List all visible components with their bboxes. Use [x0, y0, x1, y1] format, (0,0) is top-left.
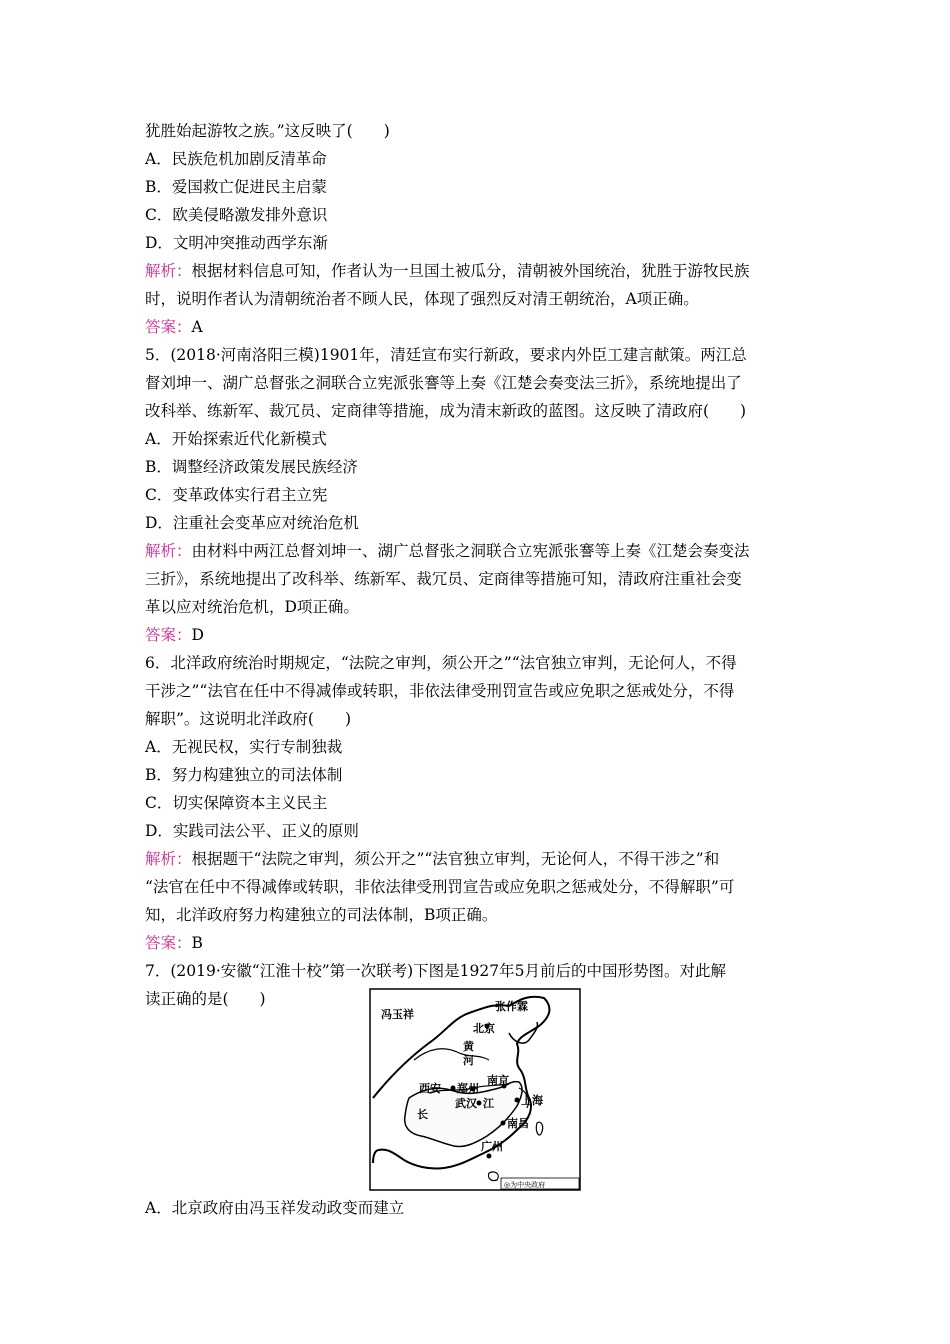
map-legend: ◎为中央政府 — [504, 1181, 546, 1189]
map-label-xian: 西安 — [419, 1082, 441, 1095]
q5-analysis-text-1: 由材料中两江总督刘坤一、湖广总督张之洞联合立宪派张謇等上奏《江楚会奏变法 — [191, 542, 750, 560]
q6-stem-line-2: 干涉之”“法官在任中不得减俸或转职，非依法律受刑罚宣告或应免职之惩戒处分，不得 — [145, 682, 735, 700]
q4-option-b: B．爱国救亡促进民主启蒙 — [145, 178, 327, 196]
q5-answer-value: D — [191, 626, 204, 644]
q5-analysis-label: 解析： — [145, 542, 192, 560]
q6-analysis-label: 解析： — [145, 850, 192, 868]
q6-analysis-text-1: 根据题干“法院之审判，须公开之”“法官独立审判，无论何人，不得干涉之”和 — [191, 850, 720, 868]
map-label-shanghai: 上海 — [521, 1094, 543, 1107]
q4-analysis-line-2: 时，说明作者认为清朝统治者不顾人民，体现了强烈反对清王朝统治，A项正确。 — [145, 290, 699, 308]
china-situation-map — [369, 988, 581, 1191]
q5-analysis-line-2: 三折》，系统地提出了改科举、练新军、裁冗员、定商律等措施可知，清政府注重社会变 — [145, 570, 742, 588]
q5-stem-line-1: 5．(2018·河南洛阳三模)1901年，清廷宣布实行新政，要求内外臣工建言献策。两江总 — [145, 346, 747, 364]
q5-analysis-line-3: 革以应对统治危机，D项正确。 — [145, 598, 359, 616]
q4-analysis-line-1 — [145, 257, 750, 285]
q6-option-d: D．实践司法公平、正义的原则 — [145, 822, 359, 840]
q5-answer-label: 答案： — [145, 626, 192, 644]
map-label-feng: 冯玉祥 — [381, 1008, 414, 1021]
q4-answer-value: A — [191, 318, 203, 336]
q6-answer — [145, 929, 203, 957]
q4-analysis-text-1: 根据材料信息可知，作者认为一旦国土被瓜分，清朝被外国统治，犹胜于游牧民族 — [191, 262, 750, 280]
q7-option-a: A．北京政府由冯玉祥发动政变而建立 — [145, 1199, 405, 1217]
q6-stem-line-1: 6．北洋政府统治时期规定，“法院之审判，须公开之”“法官独立审判，无论何人，不得 — [145, 654, 737, 672]
map-label-chang: 长 — [417, 1108, 428, 1121]
q4-option-d: D．文明冲突推动西学东渐 — [145, 234, 328, 252]
q5-option-d: D．注重社会变革应对统治危机 — [145, 514, 359, 532]
map-label-zhengzhou: 郑州 — [457, 1082, 479, 1095]
q4-stem-tail: 犹胜始起游牧之族。”这反映了( ) — [145, 122, 390, 140]
map-label-nanchang: 南昌 — [507, 1117, 529, 1130]
q5-option-c: C．变革政体实行君主立宪 — [145, 486, 328, 504]
map-label-huang: 黄 — [463, 1040, 474, 1053]
q5-stem-line-3: 改科举、练新军、裁冗员、定商律等措施，成为清末新政的蓝图。这反映了清政府( ) — [145, 402, 747, 420]
map-label-beijing: 北京 — [473, 1022, 495, 1035]
map-label-he: 河 — [463, 1054, 474, 1067]
q6-analysis-line-3: 知，北洋政府努力构建独立的司法体制，B项正确。 — [145, 906, 498, 924]
map-label-nanjing: 南京 — [487, 1074, 509, 1087]
q6-analysis-line-1 — [145, 845, 719, 873]
q6-answer-value: B — [191, 934, 203, 952]
q5-analysis-line-1 — [145, 537, 750, 565]
q4-answer-label: 答案： — [145, 318, 192, 336]
q7-stem-line-1: 7．(2019·安徽“江淮十校”第一次联考)下图是1927年5月前后的中国形势图。对此解 — [145, 962, 726, 980]
q6-stem-line-3: 解职”。这说明北洋政府( ) — [145, 710, 352, 728]
q5-stem-line-2: 督刘坤一、湖广总督张之洞联合立宪派张謇等上奏《江楚会奏变法三折》，系统地提出了 — [145, 374, 742, 392]
q7-stem-line-2: 读正确的是( ) — [145, 990, 266, 1008]
q4-option-a: A．民族危机加剧反清革命 — [145, 150, 327, 168]
q6-option-a: A．无视民权，实行专制独裁 — [145, 738, 343, 756]
q5-option-b: B．调整经济政策发展民族经济 — [145, 458, 358, 476]
q4-answer — [145, 313, 203, 341]
map-label-jiang: 江 — [483, 1097, 494, 1110]
q6-option-c: C．切实保障资本主义民主 — [145, 794, 328, 812]
q6-analysis-line-2: “法官在任中不得减俸或转职，非依法律受刑罚宣告或应免职之惩戒处分，不得解职”可 — [145, 878, 735, 896]
map-label-wuhan: 武汉 — [455, 1097, 477, 1110]
map-label-zhang: 张作霖 — [495, 1000, 528, 1013]
q5-answer — [145, 621, 204, 649]
map-label-guangzhou: 广州 — [481, 1140, 503, 1153]
q6-answer-label: 答案： — [145, 934, 192, 952]
q4-analysis-label: 解析： — [145, 262, 192, 280]
q6-option-b: B．努力构建独立的司法体制 — [145, 766, 343, 784]
q5-option-a: A．开始探索近代化新模式 — [145, 430, 327, 448]
q4-option-c: C．欧美侵略激发排外意识 — [145, 206, 328, 224]
